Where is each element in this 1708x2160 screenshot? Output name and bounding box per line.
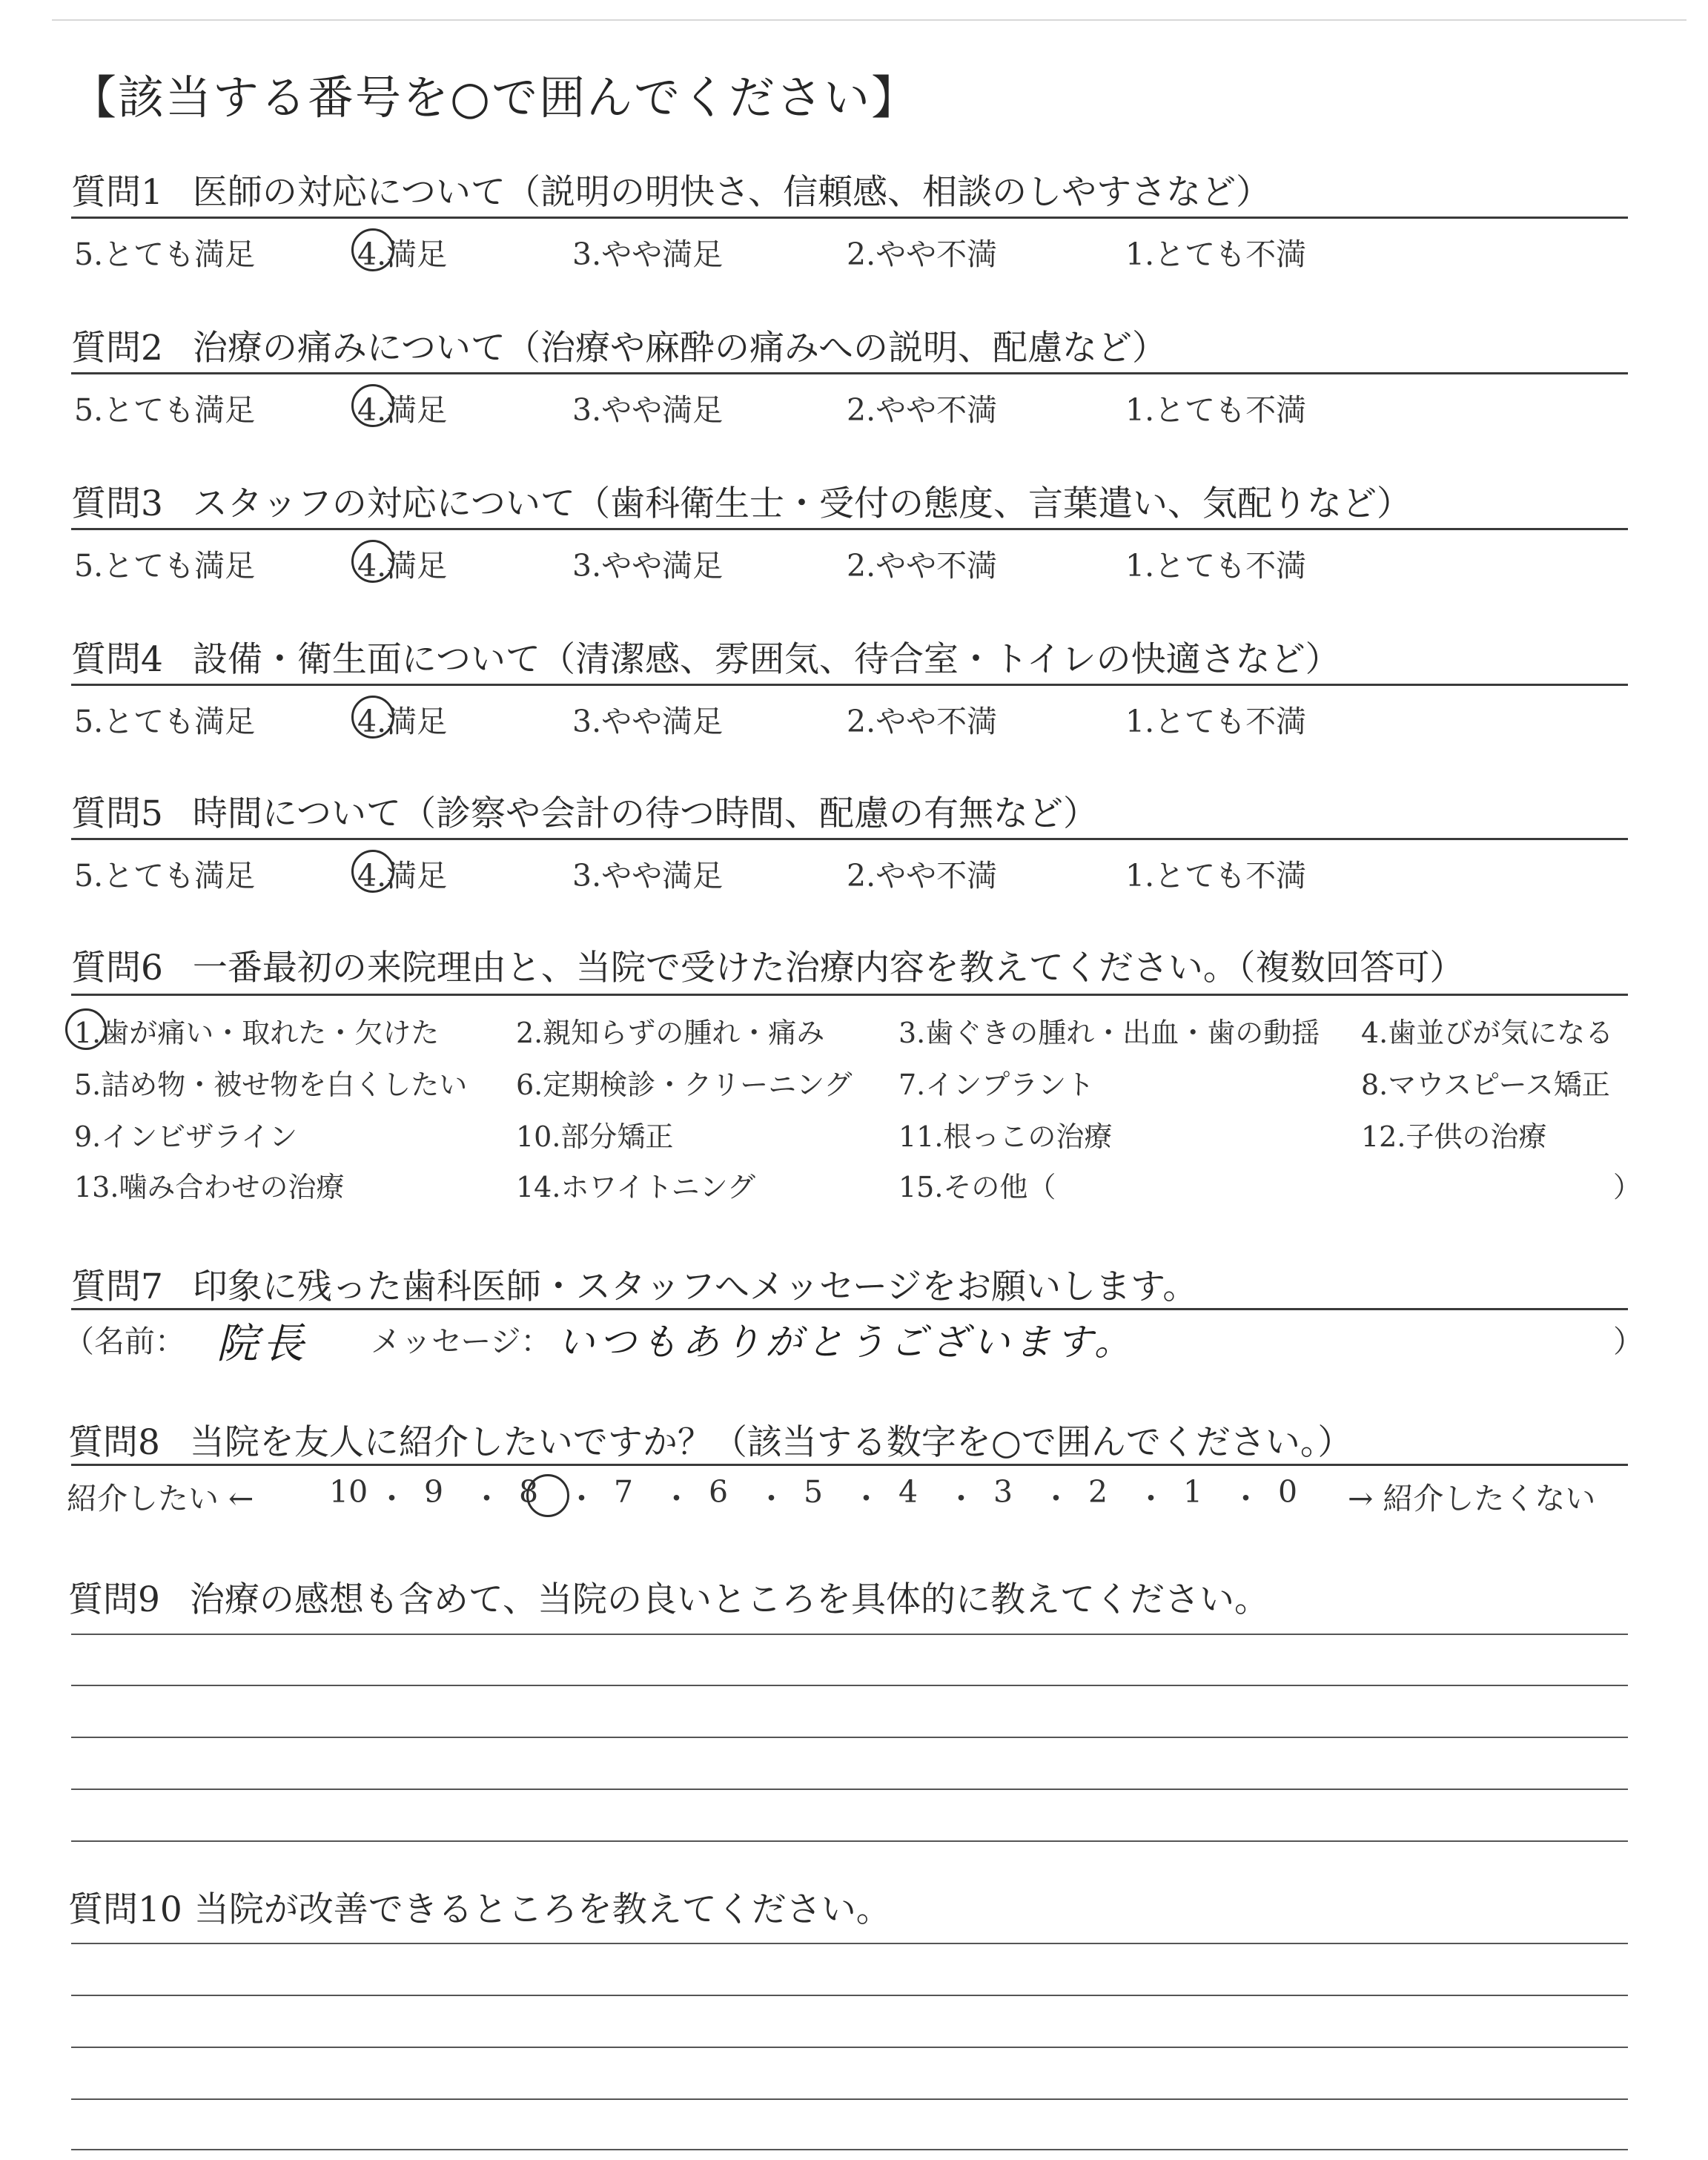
q3-text: スタッフの対応について（歯科衛生士・受付の態度、言葉遣い、気配りなど） — [192, 483, 1411, 524]
q9-line[interactable] — [71, 1634, 1628, 1635]
q7-rule — [71, 1308, 1628, 1310]
q1-option[interactable]: 5.とても満足 — [74, 237, 256, 272]
q4-label: 質問4 — [71, 639, 163, 680]
q10-line[interactable] — [71, 1943, 1628, 1944]
q10-line[interactable] — [71, 2098, 1628, 2100]
q9-heading — [68, 1572, 1269, 1622]
q1-option[interactable]: 4.満足 — [357, 237, 448, 272]
q9-line[interactable] — [71, 1737, 1628, 1738]
q6-option[interactable]: 15.その他（ — [898, 1171, 1056, 1203]
q8-text: 当院を友人に紹介したいですか？（該当する数字を○で囲んでください。） — [189, 1422, 1353, 1463]
top-border — [52, 19, 1687, 21]
q3-option[interactable]: 3.やや満足 — [572, 548, 724, 584]
q4-heading — [71, 632, 1340, 681]
q2-label: 質問2 — [71, 328, 163, 369]
q8-left-label: 紹介したい ← — [67, 1481, 254, 1516]
q6-label: 質問6 — [71, 948, 163, 988]
q1-label: 質問1 — [71, 172, 163, 213]
q8-scale-separator: ・ — [946, 1481, 976, 1516]
q8-scale-number[interactable]: 3 — [993, 1474, 1013, 1510]
q8-scale-number[interactable]: 1 — [1183, 1474, 1203, 1510]
q8-scale-number[interactable]: 0 — [1278, 1474, 1298, 1510]
q5-rule — [71, 838, 1628, 840]
q3-option[interactable]: 4.満足 — [357, 548, 448, 584]
q4-rule — [71, 684, 1628, 686]
q4-option[interactable]: 2.やや不満 — [847, 704, 998, 739]
q8-scale-number[interactable]: 5 — [804, 1474, 824, 1510]
q6-option[interactable]: 3.歯ぐきの腫れ・出血・歯の動揺 — [898, 1017, 1320, 1049]
q5-selection-mark — [351, 850, 394, 893]
q5-option[interactable]: 1.とても不満 — [1125, 858, 1307, 894]
q1-option[interactable]: 1.とても不満 — [1125, 237, 1307, 272]
q8-scale-number[interactable]: 10 — [329, 1474, 368, 1510]
q6-option[interactable]: 9.インビザライン — [74, 1120, 298, 1153]
q3-option[interactable]: 5.とても満足 — [74, 548, 256, 584]
q3-label: 質問3 — [71, 483, 163, 524]
q8-scale-separator: ・ — [471, 1481, 502, 1516]
q3-option[interactable]: 2.やや不満 — [847, 548, 998, 584]
q1-text: 医師の対応について（説明の明快さ、信頼感、相談のしやすさなど） — [192, 172, 1271, 213]
q6-option: ） — [1613, 1171, 1642, 1203]
q5-option[interactable]: 2.やや不満 — [847, 858, 998, 894]
q6-option[interactable]: 11.根っこの治療 — [898, 1120, 1113, 1153]
q2-option[interactable]: 4.満足 — [357, 392, 448, 428]
q6-option[interactable]: 13.噛み合わせの治療 — [74, 1171, 345, 1203]
q4-option[interactable]: 5.とても満足 — [74, 704, 256, 739]
q3-selection-mark — [351, 540, 394, 583]
q8-scale-number[interactable]: 8 — [519, 1474, 539, 1510]
q7-message-value[interactable]: いつもありがとうございます。 — [557, 1321, 1136, 1364]
q2-text: 治療の痛みについて（治療や麻酔の痛みへの説明、配慮など） — [192, 328, 1168, 369]
q8-rule — [71, 1464, 1628, 1466]
q6-option[interactable]: 1.歯が痛い・取れた・欠けた — [74, 1017, 440, 1049]
q3-heading — [71, 476, 1411, 526]
q4-option[interactable]: 1.とても不満 — [1125, 704, 1307, 739]
q8-scale-separator: ・ — [756, 1481, 787, 1516]
q7-close-paren: ） — [1613, 1324, 1644, 1359]
q1-rule — [71, 217, 1628, 219]
q5-text: 時間について（診察や会計の待つ時間、配慮の有無など） — [192, 793, 1098, 834]
q2-option[interactable]: 1.とても不満 — [1125, 392, 1307, 428]
q10-label: 質問10 — [68, 1889, 182, 1930]
q9-label: 質問9 — [68, 1579, 160, 1620]
q6-heading — [71, 940, 1464, 990]
q6-option[interactable]: 4.歯並びが気になる — [1361, 1017, 1614, 1049]
q8-scale-separator: ・ — [377, 1481, 407, 1516]
q9-line[interactable] — [71, 1685, 1628, 1686]
q5-heading — [71, 786, 1098, 836]
q8-scale-number[interactable]: 9 — [424, 1474, 444, 1510]
form-title: 【該当する番号を○で囲んでください】 — [70, 70, 919, 125]
q8-scale-number[interactable]: 2 — [1088, 1474, 1108, 1510]
q8-scale-separator: ・ — [661, 1481, 692, 1516]
q6-option[interactable]: 12.子供の治療 — [1361, 1120, 1547, 1153]
q7-name-label: （名前： — [64, 1324, 185, 1359]
q6-option[interactable]: 5.詰め物・被せ物を白くしたい — [74, 1069, 468, 1101]
q7-label: 質問7 — [71, 1266, 163, 1307]
q1-heading — [71, 165, 1271, 214]
q8-scale-number[interactable]: 4 — [898, 1474, 918, 1510]
q10-line[interactable] — [71, 2047, 1628, 2048]
q7-heading — [71, 1259, 1197, 1309]
q8-scale-number[interactable]: 6 — [709, 1474, 729, 1510]
q5-option[interactable]: 3.やや満足 — [572, 858, 724, 894]
q8-scale-number[interactable]: 7 — [614, 1474, 634, 1510]
q8-scale-separator: ・ — [851, 1481, 881, 1516]
q6-text: 一番最初の来院理由と、当院で受けた治療内容を教えてください。（複数回答可） — [192, 948, 1465, 988]
q5-option[interactable]: 4.満足 — [357, 858, 448, 894]
q7-text: 印象に残った歯科医師・スタッフへメッセージをお願いします。 — [192, 1266, 1198, 1307]
q7-name-value[interactable]: 院長 — [216, 1320, 308, 1368]
q2-option[interactable]: 5.とても満足 — [74, 392, 256, 428]
q5-label: 質問5 — [71, 793, 163, 834]
q8-scale-separator: ・ — [1136, 1481, 1166, 1516]
q8-scale-separator: ・ — [1231, 1481, 1261, 1516]
q3-option[interactable]: 1.とても不満 — [1125, 548, 1307, 584]
q2-selection-mark — [351, 384, 394, 427]
q8-right-label: → 紹介したくない — [1348, 1481, 1596, 1516]
q10-heading — [68, 1882, 891, 1932]
q6-option[interactable]: 10.部分矯正 — [516, 1120, 674, 1153]
q8-scale-separator: ・ — [566, 1481, 597, 1516]
q7-message-label: メッセージ： — [371, 1324, 552, 1359]
q2-option[interactable]: 2.やや不満 — [847, 392, 998, 428]
q9-line[interactable] — [71, 1840, 1628, 1842]
q6-selection-mark — [65, 1008, 107, 1050]
q1-option[interactable]: 2.やや不満 — [847, 237, 998, 272]
q6-option[interactable]: 7.インプラント — [898, 1069, 1095, 1101]
q2-rule — [71, 372, 1628, 374]
q4-option[interactable]: 4.満足 — [357, 704, 448, 739]
q6-option[interactable]: 8.マウスピース矯正 — [1361, 1069, 1610, 1101]
q8-scale-separator: ・ — [1041, 1481, 1071, 1516]
q3-rule — [71, 528, 1628, 530]
q8-label: 質問8 — [68, 1422, 160, 1463]
q2-option[interactable]: 3.やや満足 — [572, 392, 724, 428]
q8-heading — [68, 1415, 1352, 1464]
q1-option[interactable]: 3.やや満足 — [572, 237, 724, 272]
q1-selection-mark — [351, 228, 394, 271]
q5-option[interactable]: 5.とても満足 — [74, 858, 256, 894]
q9-text: 治療の感想も含めて、当院の良いところを具体的に教えてください。 — [189, 1579, 1269, 1620]
q6-option[interactable]: 14.ホワイトニング — [516, 1171, 756, 1203]
q4-selection-mark — [351, 696, 394, 739]
q4-option[interactable]: 3.やや満足 — [572, 704, 724, 739]
q6-option[interactable]: 6.定期検診・クリーニング — [516, 1069, 853, 1101]
q9-line[interactable] — [71, 1789, 1628, 1790]
q10-line[interactable] — [71, 1995, 1628, 1996]
q10-line[interactable] — [71, 2149, 1628, 2150]
q6-rule — [71, 994, 1628, 996]
q6-option[interactable]: 2.親知らずの腫れ・痛み — [516, 1017, 825, 1049]
q10-text: 当院が改善できるところを教えてください。 — [193, 1889, 891, 1930]
q4-text: 設備・衛生面について（清潔感、雰囲気、待合室・トイレの快適さなど） — [192, 639, 1340, 680]
q8-selection-mark — [526, 1474, 569, 1517]
q2-heading — [71, 320, 1167, 370]
